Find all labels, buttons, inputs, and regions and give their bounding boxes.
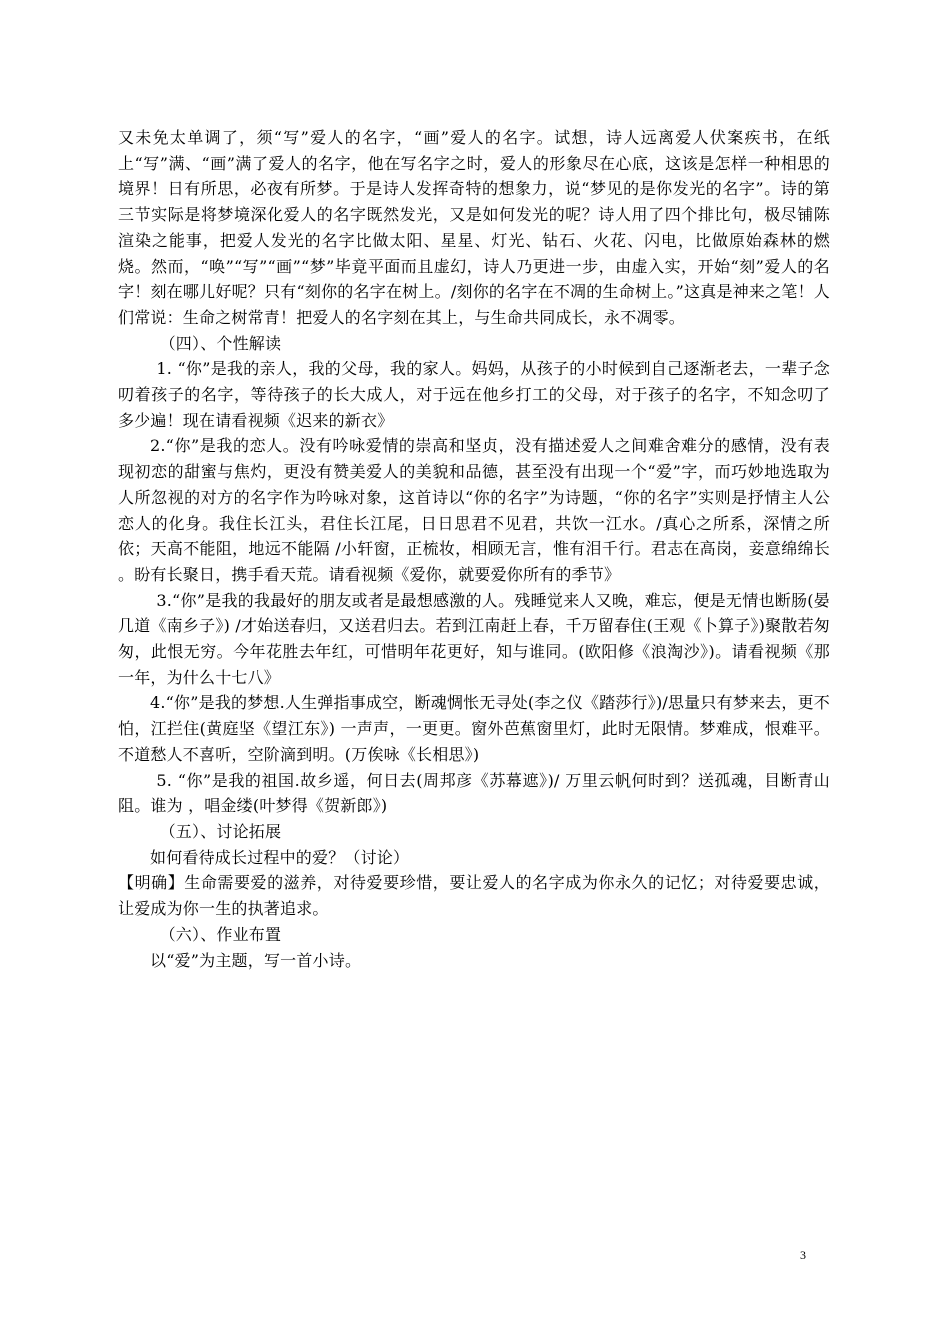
intro-paragraph: 又未免太单调了，须“写”爱人的名字，“画”爱人的名字。试想，诗人远离爱人伏案疾书，在纸上“写”满、“画”满了爱人的名字，他在写名字之时，爱人的形象尽在心底，这该是怎样一种相思的境界！日有所思，必夜有所梦。于是诗人发挥奇特的想象力，说“梦见的是你发光的名字”。诗的第三节实际是将梦境深化爱人的名字既然发光，又是如何发光的呢？诗人用了四个排比句，极尽铺陈渲染之能事，把爱人发光的名字比做太阳、星星、灯光、钻石、火花、闪电，比做原始森林的燃烧。然而，“唤”“写”“画”“梦”毕竟平面而且虚幻，诗人乃更进一步，由虚入实，开始“刻”爱人的名字！刻在哪儿好呢？只有“刻你的名字在树上。/刻你的名字在不凋的生命树上。”这真是神来之笔！人们常说：生命之树常青！把爱人的名字刻在其上，与生命共同成长，永不凋零。 xyxy=(118,128,830,327)
homework-text: 以“爱”为主题，写一首小诗。 xyxy=(150,950,362,970)
page-number: 3 xyxy=(800,1248,806,1262)
item-3-paragraph: 3.“你”是我的我最好的朋友或者是最想感激的人。残睡觉来人又晚，难忘，便是无情也断肠(晏几道《南乡子》) /才始送春归，又送君归去。若到江南赶上春，千万留春住(王观《卜算子》)聚散若匆匆，此恨无穷。今年花胜去年红，可惜明年花更好，知与谁同。(欧阳修《浪淘沙》)。请看视频《那一年，为什么十七八》 xyxy=(118,590,830,687)
item-2-paragraph: 2.“你”是我的恋人。没有吟咏爱情的崇高和坚贞，没有描述爱人之间难舍难分的感情，没有表现初恋的甜蜜与焦灼，更没有赞美爱人的美貌和品德，甚至没有出现一个“爱”字，而巧妙地选取为人所忽视的对方的名字作为吟咏对象，这首诗以“你的名字”为诗题，“你的名字”实则是抒情主人公恋人的化身。我住长江头，君住长江尾，日日思君不见君，共饮一江水。/真心之所系，深情之所依；天高不能阻，地远不能隔 /小轩窗，正梳妆，相顾无言，惟有泪千行。君志在高岗，妾意绵绵长 。盼有长聚日，携手看天荒。请看视频《爱你，就要爱你所有的季节》 xyxy=(118,436,830,584)
item-5-paragraph: 5. “你”是我的祖国.故乡遥，何日去(周邦彦《苏幕遮》)/ 万里云帆何时到？送孤魂，目断青山阻。谁为 ，唱金缕(叶梦得《贺新郎》) xyxy=(118,770,830,816)
item-1-paragraph: 1. “你”是我的亲人，我的父母，我的家人。妈妈，从孩子的小时候到自己逐渐老去，一辈子念叨着孩子的名字，等待孩子的长大成人，对于远在他乡打工的父母，对于孩子的名字，不知念叨了多少遍！现在请看视频《迟来的新衣》 xyxy=(118,359,830,430)
discussion-question: 如何看待成长过程中的爱？（讨论） xyxy=(150,847,410,867)
item-4-paragraph: 4.“你”是我的梦想.人生弹指事成空，断魂惆怅无寻处(李之仪《踏莎行》)/思量只有梦来去，更不怕，江拦住(黄庭坚《望江东》) 一声声，一更更。窗外芭蕉窗里灯，此时无限情。梦难成，恨难平。不道愁人不喜听，空阶滴到明。(万俟咏《长相思》) xyxy=(118,693,830,764)
body-text xyxy=(118,125,830,973)
section-4-heading: （四）、个性解读 xyxy=(159,333,282,353)
clarification-paragraph: 【明确】生命需要爱的滋养，对待爱要珍惜，要让爱人的名字成为你永久的记忆；对待爱要忠诚，让爱成为你一生的执著追求。 xyxy=(118,873,830,919)
section-5-heading: （五）、讨论拓展 xyxy=(159,821,282,841)
section-6-heading: （六）、作业布置 xyxy=(159,924,282,944)
